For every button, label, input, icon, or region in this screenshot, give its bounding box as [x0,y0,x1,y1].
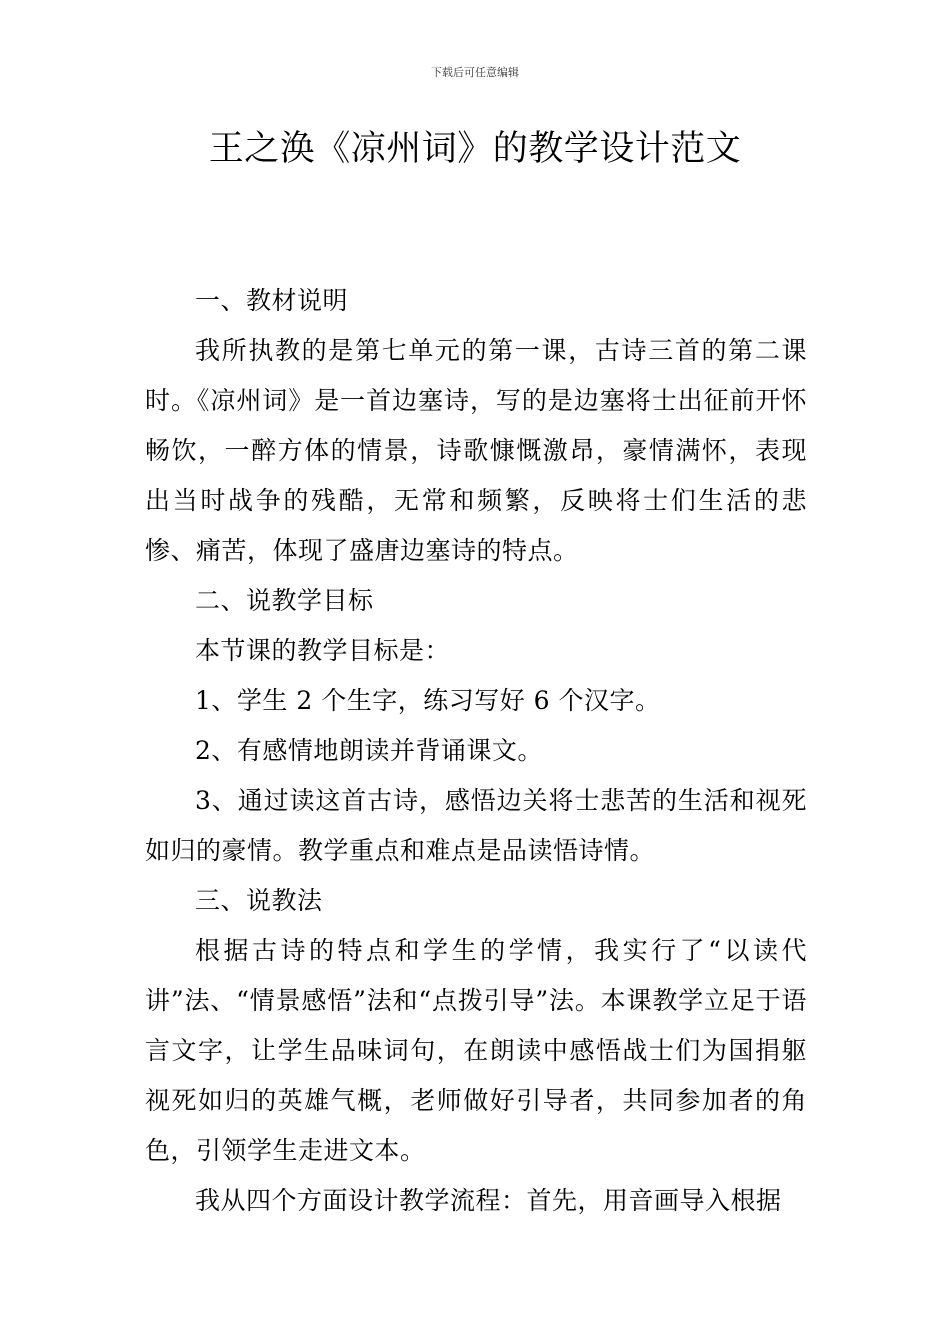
goal-item-3: 3、通过读这首古诗，感悟边关将士悲苦的生活和视死如归的豪情。教学重点和难点是品读悟诗情。 [145,786,807,865]
section-heading-materials: 一、教材说明 [195,286,349,315]
document-title: 王之涣《凉州词》的教学设计范文 [208,129,742,169]
document-body [145,276,807,1226]
section-heading-goals: 二、说教学目标 [195,586,374,615]
paragraph-methods: 根据古诗的特点和学生的学情，我实行了“以读代讲”法、“情景感悟”法和“点拨引导”法。本课教学立足于语言文字，让学生品味词句，在朗读中感悟战士们为国捐躯视死如归的英雄气概，老师做好引导者，共同参加者的角色，引领学生走进文本。 [145,936,807,1165]
paragraph-process: 我从四个方面设计教学流程：首先，用音画导入根据 [195,1186,782,1215]
goal-item-2: 2、有感情地朗读并背诵课文。 [195,736,543,765]
paragraph-goals-intro: 本节课的教学目标是： [195,636,451,665]
paragraph-materials: 我所执教的是第七单元的第一课，古诗三首的第二课时。《凉州词》是一首边塞诗，写的是边塞将士出征前开怀畅饮，一醉方体的情景，诗歌慷慨激昂，豪情满怀，表现出当时战争的残酷，无常和频繁，反映将士们生活的悲惨、痛苦，体现了盛唐边塞诗的特点。 [145,336,807,565]
goal-item-1: 1、学生 2 个生字，练习写好 6 个汉字。 [195,686,661,715]
section-heading-methods: 三、说教法 [195,886,323,915]
header-note: 下载后可任意编辑 [431,66,519,79]
